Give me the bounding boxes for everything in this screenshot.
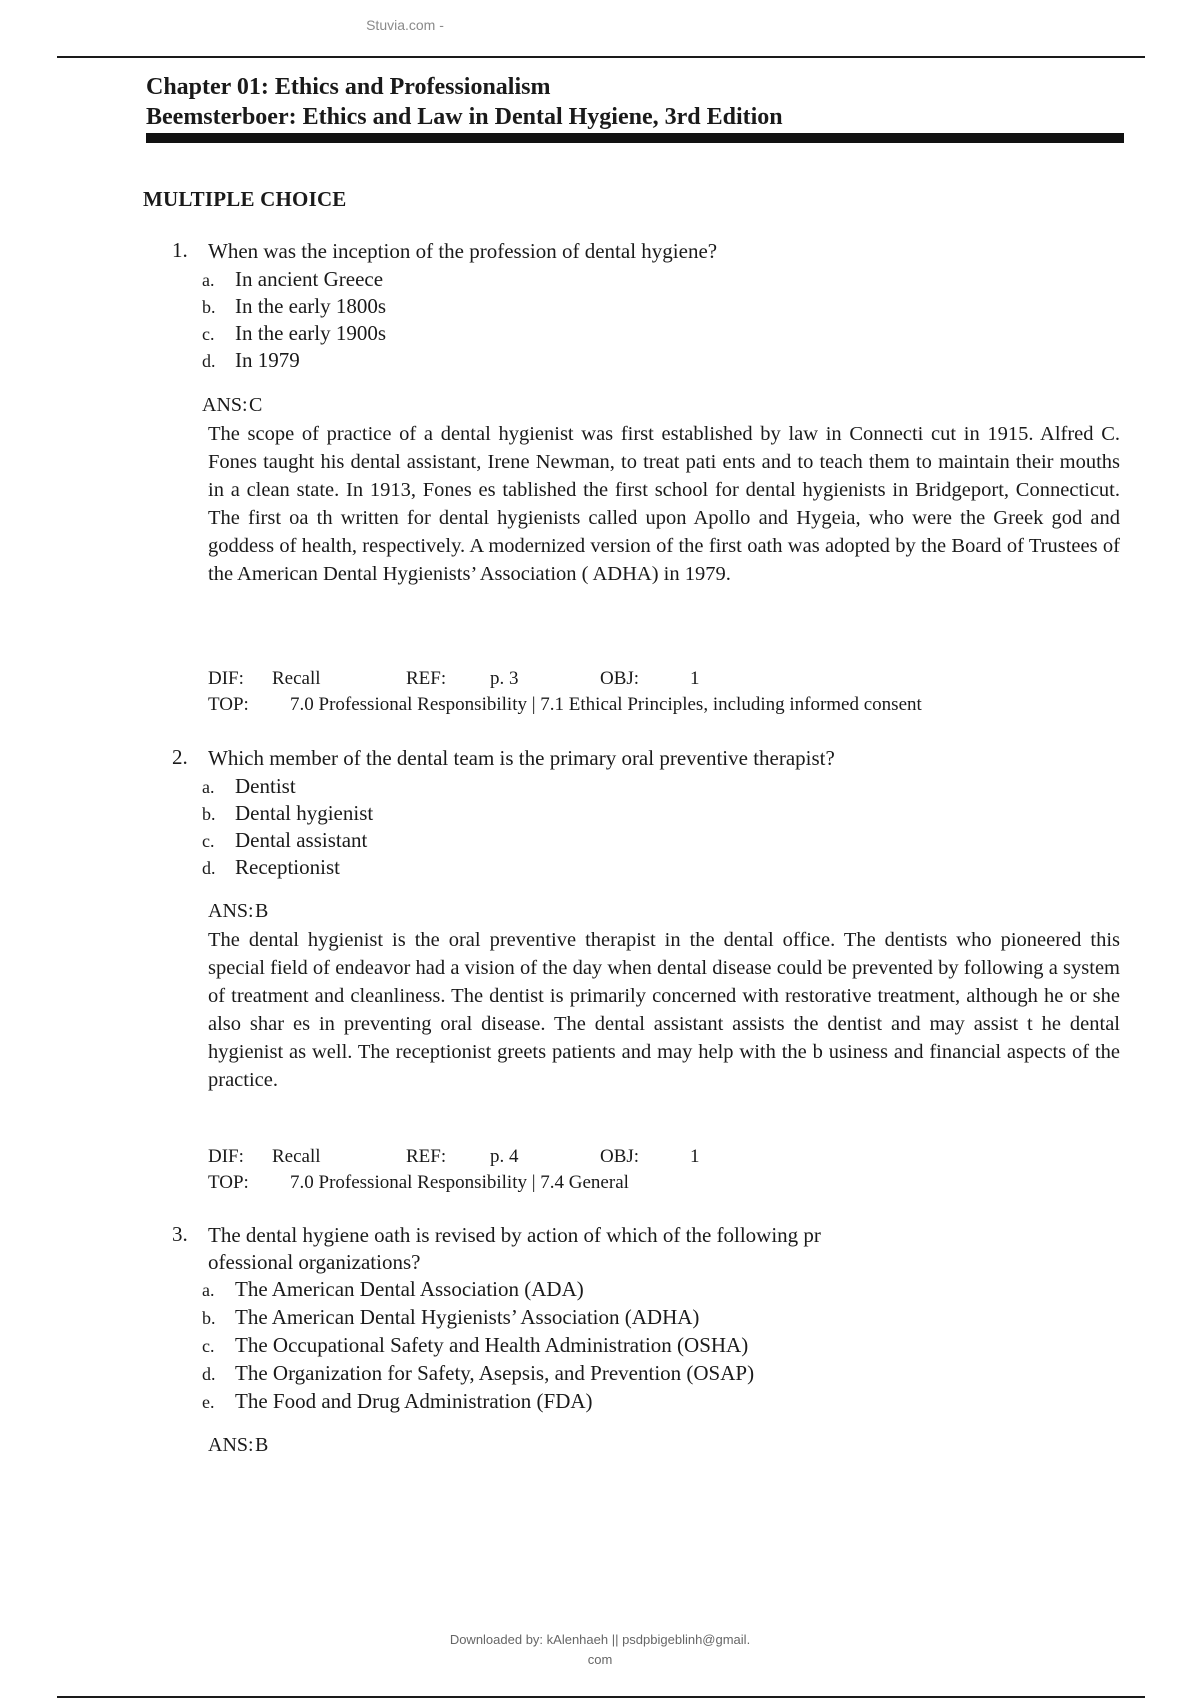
option-letter: b. (202, 1308, 216, 1328)
question-number: 2. (172, 745, 188, 769)
question-stem-line-2: ofessional organizations? (208, 1250, 421, 1274)
option-text: In the early 1900s (235, 321, 387, 345)
option-b (202, 1304, 699, 1332)
option-letter: a. (202, 777, 215, 797)
top-label: TOP: (208, 694, 249, 715)
question-number: 3. (172, 1222, 188, 1246)
answer-1 (202, 394, 262, 417)
ref-label: REF: (406, 668, 447, 689)
dif-label: DIF: (208, 1146, 244, 1167)
top-label: TOP: (208, 1172, 249, 1193)
option-c (202, 1332, 748, 1360)
option-letter: b. (202, 804, 216, 824)
footer-line-1: Downloaded by: kAlenhaeh || psdpbigeblinh@gmail. (449, 1632, 751, 1647)
chapter-title: Chapter 01: Ethics and Professionalism (146, 74, 551, 100)
option-text: The Food and Drug Administration (FDA) (235, 1389, 593, 1413)
top-value: 7.0 Professional Responsibility | 7.1 Ethical Principles, including informed consent (290, 694, 922, 715)
option-d (202, 854, 340, 882)
option-a (202, 773, 296, 801)
option-text: The American Dental Hygienists’ Association (ADHA) (235, 1305, 700, 1329)
dif-label: DIF: (208, 668, 244, 689)
option-a (202, 266, 383, 294)
option-e (202, 1388, 593, 1416)
section-title: MULTIPLE CHOICE (143, 187, 347, 211)
obj-value: 1 (690, 668, 700, 689)
download-footer (0, 1630, 1200, 1670)
option-letter: c. (202, 324, 215, 344)
ref-label: REF: (406, 1146, 447, 1167)
option-text: In ancient Greece (235, 267, 384, 291)
option-letter: c. (202, 1336, 215, 1356)
option-c (202, 827, 367, 855)
answer-label: ANS: (202, 394, 248, 416)
document-header (146, 72, 783, 132)
option-c (202, 320, 386, 348)
option-letter: b. (202, 297, 216, 317)
ref-value: p. 3 (490, 668, 519, 689)
dif-value: Recall (272, 668, 321, 689)
obj-label: OBJ: (600, 668, 640, 689)
option-b (202, 293, 386, 321)
option-a (202, 1276, 584, 1304)
option-letter: c. (202, 831, 215, 851)
question-stem: Which member of the dental team is the primary oral preventive therapist? (208, 746, 835, 770)
option-letter: e. (202, 1392, 215, 1412)
question-number: 1. (172, 238, 188, 262)
answer-2 (208, 900, 268, 923)
answer-3 (208, 1434, 268, 1457)
option-letter: d. (202, 858, 216, 878)
bottom-rule (57, 1696, 1145, 1698)
option-letter: d. (202, 351, 216, 371)
top-value: 7.0 Professional Responsibility | 7.4 General (290, 1172, 629, 1193)
question-stem (208, 1222, 1108, 1276)
option-d (202, 347, 300, 375)
book-title: Beemsterboer: Ethics and Law in Dental Hygiene, 3rd Edition (146, 104, 783, 130)
answer-label: ANS: (208, 900, 254, 922)
answer-value: C (249, 394, 263, 416)
option-text: In the early 1800s (235, 294, 387, 318)
option-text: In 1979 (235, 348, 300, 372)
option-text: Dental assistant (235, 828, 368, 852)
option-text: Receptionist (235, 855, 340, 879)
question-stem: When was the inception of the profession of dental hygiene? (208, 239, 718, 263)
option-text: The Organization for Safety, Asepsis, and Prevention (OSAP) (235, 1361, 755, 1385)
answer-value: B (255, 1434, 269, 1456)
top-rule (57, 56, 1145, 58)
metadata-2 (208, 1144, 700, 1196)
rationale-1: The scope of practice of a dental hygienist was first established by law in Connecti cut in 1915. Alfred C. Fones taught his dental assistant, Irene Newman, to treat pati ents and to teach them to maintain their mouths in a clean state. In 1913, Fones es tablished the first school for dental hygienists in Bridgeport, Connecticut. The first oa th written for dental hygienists called upon Apollo and Hygeia, who were the Greek god and goddess of health, respectively. A modernized version of the first oath was adopted by the Board of Trustees of the American Dental Hygienists’ Association ( ADHA) in 1979. (208, 423, 1120, 585)
footer-line-2: com (587, 1652, 613, 1667)
option-b (202, 800, 373, 828)
dif-value: Recall (272, 1146, 321, 1167)
stuvia-watermark: Stuvia.com - (366, 17, 444, 33)
option-d (202, 1360, 754, 1388)
metadata-1 (208, 666, 922, 718)
obj-label: OBJ: (600, 1146, 640, 1167)
option-letter: a. (202, 270, 215, 290)
option-letter: a. (202, 1280, 215, 1300)
option-text: Dentist (235, 774, 296, 798)
header-bar (146, 133, 1124, 143)
answer-value: B (255, 900, 269, 922)
obj-value: 1 (690, 1146, 700, 1167)
ref-value: p. 4 (490, 1146, 519, 1167)
option-text: The American Dental Association (ADA) (235, 1277, 584, 1301)
option-text: Dental hygienist (235, 801, 374, 825)
option-letter: d. (202, 1364, 216, 1384)
question-stem-line-1: The dental hygiene oath is revised by action of which of the following pr (208, 1223, 821, 1247)
rationale-2: The dental hygienist is the oral preventive therapist in the dental office. The dentists who pioneered this special field of endeavor had a vision of the day when dental disease could be prevented by following a system of treatment and cleanliness. The dentist is primarily concerned with restorative treatment, although he or she also shar es in preventing oral disease. The dental assistant assists the dentist and may assist t he dental hygienist as well. The receptionist greets patients and may help with the b usiness and financial aspects of the practice. (208, 929, 1120, 1091)
option-text: The Occupational Safety and Health Administration (OSHA) (235, 1333, 749, 1357)
answer-label: ANS: (208, 1434, 254, 1456)
